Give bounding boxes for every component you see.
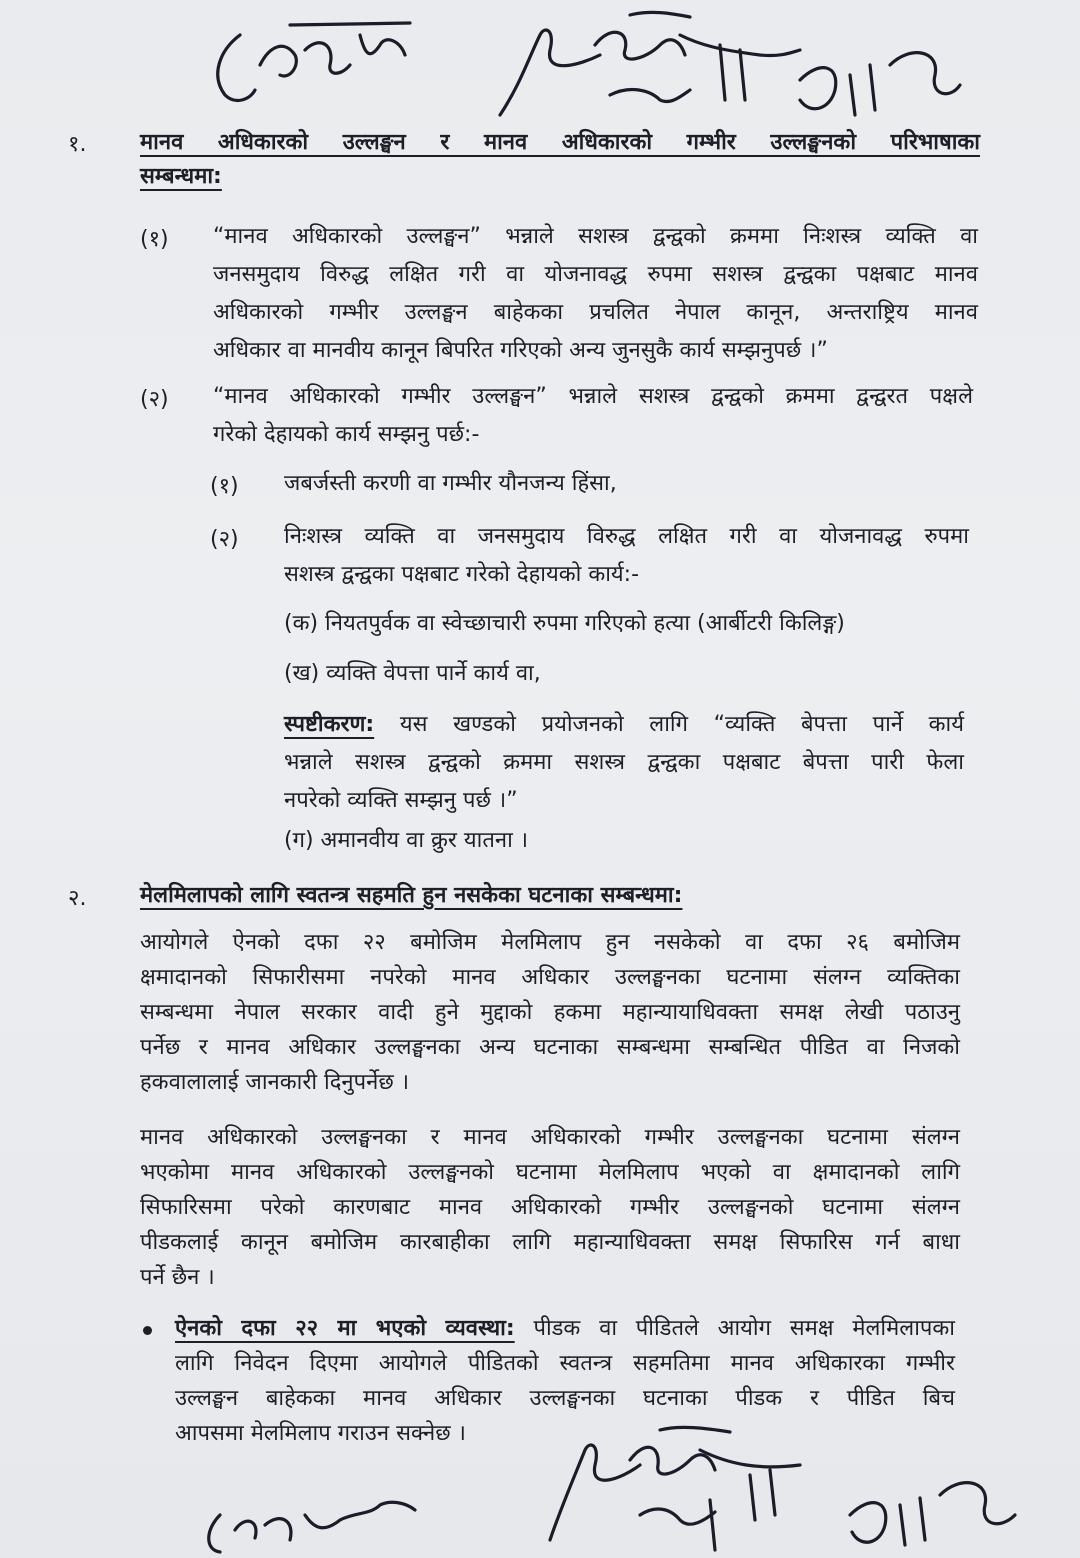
text-line: गरेको देहायको कार्य सम्झनु पर्छ:- [213,422,480,447]
text-line: “मानव अधिकारको उल्लङ्घन” भन्नाले सशस्त्र द्वन्द्वको क्रममा निःशस्त्र व्यक्ति वा [213,224,978,249]
text-line: पर्नेछ र मानव अधिकार उल्लङ्घनका अन्य घटनाका सम्बन्धमा सम्बन्धित पीडित वा निजको [140,1035,960,1060]
subclause-text [284,518,969,594]
signature-top [200,5,1000,130]
text-line: “मानव अधिकारको गम्भीर उल्लङ्घन” भन्नाले सशस्त्र द्वन्द्वको क्रममा द्वन्द्वरत पक्षले [213,384,973,409]
text-line: नपरेको व्यक्ति सम्झनु पर्छ ।” [284,788,518,813]
item-kha: (ख) व्यक्ति वेपत्ता पार्ने कार्य वा, [284,661,541,686]
text-line: पीडकलाई कानून बमोजिम कारबाहीका लागि महान्याधिवक्ता समक्ष सिफारिस गर्न बाधा [140,1230,960,1255]
explanation-text: यस खण्डको प्रयोजनको लागि “व्यक्ति बेपत्ता पार्ने कार्य [374,712,964,737]
signature-bottom [190,1420,1040,1555]
subclause-number: (१) [210,474,239,499]
section-heading: मानव अधिकारको उल्लङ्घन र मानव अधिकारको गम्भीर उल्लङ्घनको परिभाषाका [140,130,980,155]
text-line: अधिकारको गम्भीर उल्लङ्घन बाहेकका प्रचलित नेपाल कानून, अन्तराष्ट्रिय मानव [213,300,978,325]
text-line: लागि निवेदन दिएमा आयोगले पीडितको स्वतन्त्र सहमतिमा मानव अधिकारका गम्भीर [175,1351,955,1376]
subclause-text: जबर्जस्ती करणी वा गम्भीर यौनजन्य हिंसा, [284,471,617,496]
text-line: भन्नाले सशस्त्र द्वन्द्वको क्रममा सशस्त्र द्वन्द्वका पक्षबाट बेपत्ता पारी फेला [284,750,964,775]
text-line: हकवालालाई जानकारी दिनुपर्नेछ । [140,1070,410,1095]
text-line: मानव अधिकारको उल्लङ्घनका र मानव अधिकारको गम्भीर उल्लङ्घनका घटनामा संलग्न [140,1125,960,1150]
text-line: जनसमुदाय विरुद्ध लक्षित गरी वा योजनावद्ध रुपमा सशस्त्र द्वन्द्वका पक्षबाट मानव [213,262,978,287]
item-ka: (क) नियतपुर्वक वा स्वेच्छाचारी रुपमा गरिएको हत्या (आर्बीटरी किलिङ्ग) [284,611,845,636]
subclause-number: (२) [210,527,239,552]
text-line: सिफारिसमा परेको कारणबाट मानव अधिकारको गम्भीर उल्लङ्घनको घटनामा संलग्न [140,1195,960,1220]
bullet-text: पीडक वा पीडितले आयोग समक्ष मेलमिलापका [514,1316,955,1341]
section-heading-continued: सम्बन्धमा: [140,164,222,189]
text-line: सम्बन्धमा नेपाल सरकार वादी हुने मुद्दाको हकमा महान्यायाधिवक्ता समक्ष लेखी पठाउनु [140,1000,960,1025]
paragraph [140,1120,960,1295]
clause-number: (२) [140,387,169,412]
clause-number: (१) [140,227,169,252]
text-line: सशस्त्र द्वन्द्वका पक्षबाट गरेको देहायको कार्य:- [284,562,640,587]
text-line: भएकोमा मानव अधिकारको उल्लङ्घनको घटनामा मेलमिलाप भएको वा क्षमादानको लागि [140,1160,960,1185]
text-line: निःशस्त्र व्यक्ति वा जनसमुदाय विरुद्ध लक्षित गरी वा योजनावद्ध रुपमा [284,524,969,549]
text-line [175,1311,955,1346]
text-line: उल्लङ्घन बाहेकका मानव अधिकार उल्लङ्घनका घटनाका पीडक र पीडित बिच [175,1386,955,1411]
item-ga: (ग) अमानवीय वा क्रुर यातना । [284,828,529,853]
clause-text [213,378,973,454]
explanation-label: स्पष्टीकरण: [284,712,375,737]
paragraph [140,925,960,1100]
text-line: आयोगले ऐनको दफा २२ बमोजिम मेलमिलाप हुन नसकेको वा दफा २६ बमोजिम [140,930,960,955]
text-line: अधिकार वा मानवीय कानून बिपरित गरिएको अन्य जुनसुकै कार्य सम्झनुपर्छ ।” [213,338,828,363]
explanation-block [284,706,964,820]
text-line [284,706,964,744]
text-line: पर्ने छैन । [140,1265,215,1290]
section-heading: मेलमिलापको लागि स्वतन्त्र सहमति हुन नसकेका घटनाका सम्बन्धमा: [140,883,683,908]
bullet-icon [143,1326,152,1335]
section-number: १. [68,132,87,157]
section-number: २. [68,886,87,911]
text-line: आपसमा मेलमिलाप गराउन सक्नेछ । [175,1421,466,1446]
clause-text [213,218,978,370]
text-line: क्षमादानको सिफारीसमा नपरेको मानव अधिकार उल्लङ्घनका घटनामा संलग्न व्यक्तिका [140,965,960,990]
bullet-label: ऐनको दफा २२ मा भएको व्यवस्था: [175,1316,515,1341]
